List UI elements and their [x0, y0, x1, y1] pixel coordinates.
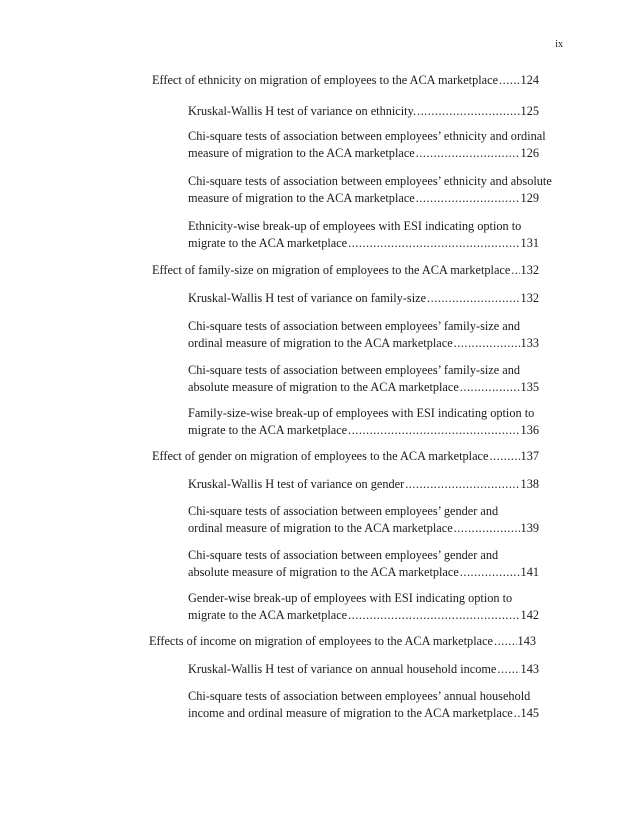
- toc-entry-line: [188, 145, 539, 162]
- toc-entry-line: [188, 218, 539, 235]
- toc-entry-title: Chi-square tests of association between employees’ ethnicity and absolute: [188, 174, 552, 188]
- toc-page-number: 132: [520, 291, 539, 305]
- toc-entry-line: [152, 448, 539, 465]
- toc-entry-line: [188, 705, 539, 722]
- toc-entry-line: [188, 173, 552, 190]
- toc-entry-line: [188, 661, 539, 678]
- toc-entry-line: [188, 318, 539, 335]
- dot-leader: [405, 476, 519, 493]
- toc-entry-title: Effects of income on migration of employees to the ACA marketplace: [149, 634, 493, 648]
- dot-leader: [514, 705, 520, 722]
- toc-entry-title: Ethnicity-wise break-up of employees with ESI indicating option to: [188, 219, 522, 233]
- toc-entry-line: [188, 476, 539, 493]
- dot-leader: [460, 379, 520, 396]
- dot-leader: [416, 190, 520, 207]
- toc-entry-line: [188, 503, 539, 520]
- toc-entry-title: Effect of family-size on migration of employees to the ACA marketplace: [152, 263, 511, 277]
- toc-page-number: 135: [520, 380, 539, 394]
- dot-leader: [499, 72, 520, 89]
- toc-entry-line: [188, 547, 539, 564]
- toc-entry-line: [188, 607, 539, 624]
- toc-page-number: 142: [520, 608, 539, 622]
- toc-entry-title: absolute measure of migration to the ACA marketplace: [188, 380, 459, 394]
- dot-leader: [511, 262, 519, 279]
- toc-entry-line: [152, 262, 539, 279]
- toc-page-number: 141: [520, 565, 539, 579]
- toc-entry-title: Effect of ethnicity on migration of employees to the ACA marketplace: [152, 73, 499, 87]
- dot-leader: [454, 335, 520, 352]
- toc-entry-line: [188, 379, 539, 396]
- toc-entry-title: Chi-square tests of association between employees’ family-size and: [188, 363, 521, 377]
- toc-entry-title: Kruskal-Wallis H test of variance on family-size: [188, 291, 427, 305]
- toc-page-number: 131: [520, 236, 539, 250]
- toc-entry-title: Effect of gender on migration of employees to the ACA marketplace: [152, 449, 489, 463]
- toc-entry-line: [188, 190, 539, 207]
- toc-page-number: 126: [520, 146, 539, 160]
- dot-leader: [497, 661, 519, 678]
- toc-entry-line: [152, 72, 539, 89]
- toc-entry-title: Gender-wise break-up of employees with ESI indicating option to: [188, 591, 513, 605]
- toc-entry-line: [188, 335, 539, 352]
- toc-entry-line: [188, 290, 539, 307]
- toc-page-number: 125: [520, 104, 539, 118]
- toc-page-number: 145: [520, 706, 539, 720]
- dot-leader: [427, 290, 520, 307]
- toc-entry-title: ordinal measure of migration to the ACA marketplace: [188, 521, 453, 535]
- toc-entry-title: measure of migration to the ACA marketplace: [188, 191, 415, 205]
- toc-entry-line: [188, 128, 546, 145]
- toc-entry-title: migrate to the ACA marketplace: [188, 423, 348, 437]
- toc-entry-line: [188, 362, 539, 379]
- toc-entry-title: Kruskal-Wallis H test of variance on ethnicity.: [188, 104, 417, 118]
- toc-page-number: 136: [520, 423, 539, 437]
- dot-leader: [454, 520, 520, 537]
- toc-entry-title: Kruskal-Wallis H test of variance on gender: [188, 477, 405, 491]
- toc-entry-title: measure of migration to the ACA marketplace: [188, 146, 415, 160]
- toc-entry-line: [188, 520, 539, 537]
- dot-leader: [348, 607, 519, 624]
- dot-leader: [494, 633, 517, 650]
- toc-entry-title: migrate to the ACA marketplace: [188, 608, 348, 622]
- toc-entry-title: Chi-square tests of association between employees’ gender and: [188, 504, 499, 518]
- dot-leader: [489, 448, 519, 465]
- toc-page-number: 143: [517, 634, 536, 648]
- toc-entry-line: [188, 103, 539, 120]
- toc-entry-title: Chi-square tests of association between employees’ ethnicity and ordinal: [188, 129, 546, 143]
- toc-entry-title: Chi-square tests of association between employees’ annual household: [188, 689, 531, 703]
- toc-entry-title: absolute measure of migration to the ACA marketplace: [188, 565, 459, 579]
- dot-leader: [348, 235, 519, 252]
- toc-page-number: 137: [520, 449, 539, 463]
- toc-page-number: 133: [520, 336, 539, 350]
- toc-entry-line: [188, 564, 539, 581]
- dot-leader: [416, 145, 520, 162]
- dot-leader: [460, 564, 520, 581]
- toc-entry-title: income and ordinal measure of migration to the ACA marketplace: [188, 706, 513, 720]
- toc-page-number: 143: [520, 662, 539, 676]
- page-number: ix: [555, 39, 563, 50]
- toc-entry-title: Chi-square tests of association between employees’ family-size and: [188, 319, 521, 333]
- toc-entry-title: ordinal measure of migration to the ACA marketplace: [188, 336, 453, 350]
- dot-leader: [417, 103, 520, 120]
- toc-page-number: 138: [520, 477, 539, 491]
- toc-entry-line: [188, 590, 539, 607]
- toc-entry-line: [188, 688, 539, 705]
- toc-entry-title: migrate to the ACA marketplace: [188, 236, 348, 250]
- toc-page-number: 139: [520, 521, 539, 535]
- toc-entry-line: [188, 422, 539, 439]
- toc-page-number: 132: [520, 263, 539, 277]
- toc-entry-title: Kruskal-Wallis H test of variance on annual household income: [188, 662, 497, 676]
- toc-entry-title: Family-size-wise break-up of employees with ESI indicating option to: [188, 406, 535, 420]
- toc-entry-line: [188, 235, 539, 252]
- toc-entry-line: [149, 633, 536, 650]
- toc-page-number: 124: [520, 73, 539, 87]
- toc-entry-line: [188, 405, 539, 422]
- toc-page-number: 129: [520, 191, 539, 205]
- dot-leader: [348, 422, 519, 439]
- toc-entry-title: Chi-square tests of association between employees’ gender and: [188, 548, 499, 562]
